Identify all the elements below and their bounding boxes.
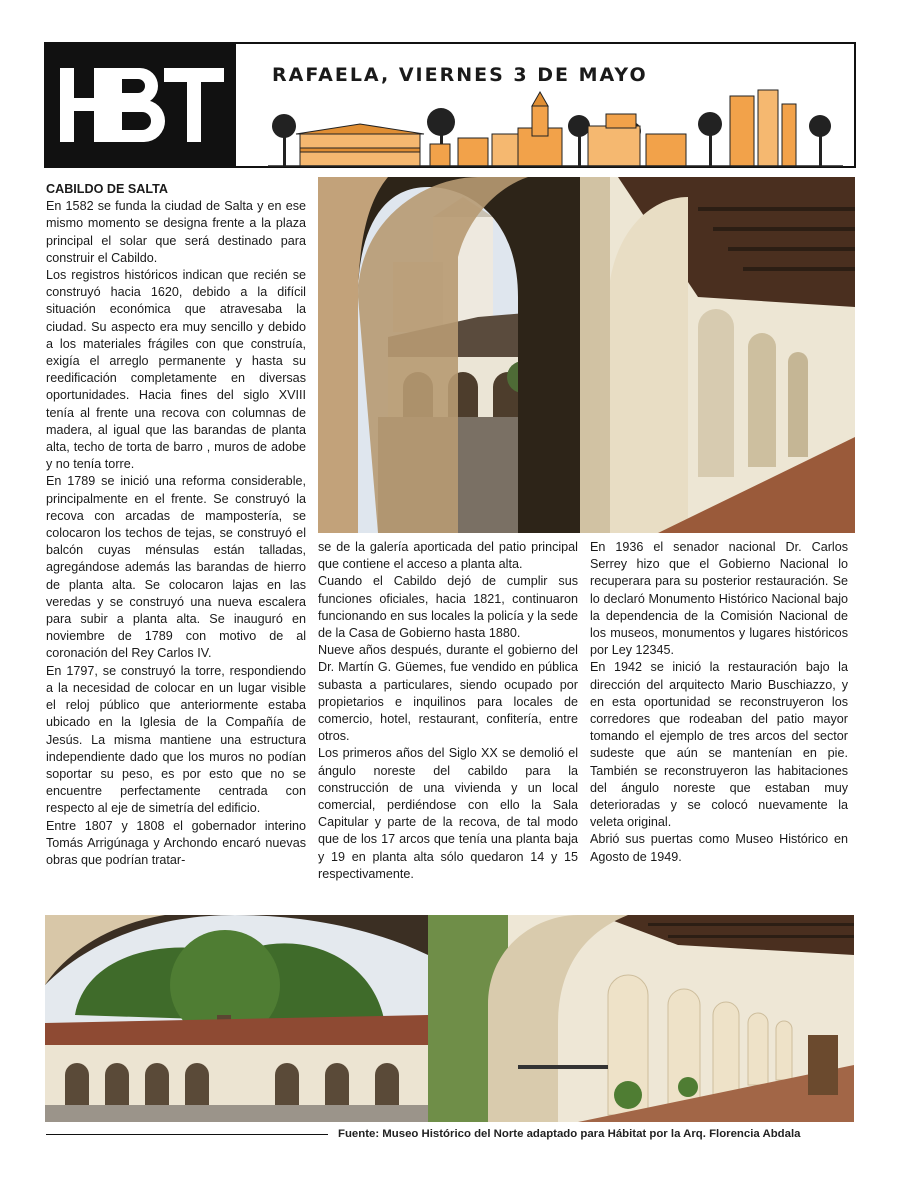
divider bbox=[46, 1134, 328, 1135]
article-column-1 bbox=[46, 181, 306, 869]
paragraph: Nueve años después, durante el gobierno del Dr. Martín G. Güemes, fue vendido en pública subasta a particulares, siendo ocupado por propietarios e inquilinos para locales de comercio, hotel, restaurant, confitería, entre otros. bbox=[318, 643, 578, 744]
issue-date: RAFAELA, VIERNES 3 DE MAYO bbox=[272, 64, 648, 86]
article-title: CABILDO DE SALTA bbox=[46, 182, 168, 196]
article-column-2 bbox=[318, 539, 578, 883]
courtyard-photo bbox=[318, 177, 855, 533]
paragraph: En 1936 el senador nacional Dr. Carlos Serrey hizo que el Gobierno Nacional lo recuperara para su posterior restauración. Se lo declaró Monumento Histórico Nacional bajo la dependencia de la Comisión Nacional de los museos, monumentos y lugares históricos por Ley 12345. bbox=[590, 540, 848, 658]
paragraph: Abrió sus puertas como Museo Histórico en Agosto de 1949. bbox=[590, 832, 848, 864]
paragraph: se de la galería aporticada del patio principal que contiene el acceso a planta alta. bbox=[318, 540, 578, 572]
city-skyline-illustration bbox=[268, 88, 843, 168]
masthead bbox=[44, 42, 856, 168]
patio-tree-photo bbox=[45, 915, 428, 1122]
article-column-3 bbox=[590, 539, 848, 866]
paragraph: Los primeros años del Siglo XX se demolió el ángulo noreste del cabildo para la construcción de una vivienda y un local comercial, perdiéndose con ello la Sala Capitular y parte de la recova, de tal modo que de los 17 arcos que tenía una planta baja y 19 en planta alta sólo quedaron 14 y 15 respectivamente. bbox=[318, 746, 578, 881]
paragraph: En 1789 se inició una reforma considerable, principalmente en el frente. Se construyó la recova con arcadas de mampostería, se colocaron los techos de tejas, se construyó el balcón cuyas ménsulas están talladas, agregándose además las barandas de hierro de planta alta. Se colocaron lajas en las veredas y se construyó una nueva escalera para subir a planta alta. Se inauguró en noviembre de 1789 con motivo de al coronación del Rey Carlos IV. bbox=[46, 474, 306, 661]
source-credit: Fuente: Museo Histórico del Norte adaptado para Hábitat por la Arq. Florencia Abdala bbox=[338, 1128, 801, 1140]
logo bbox=[46, 44, 236, 166]
paragraph: En 1582 se funda la ciudad de Salta y en ese mismo momento se designa frente a la plaza principal el solar que será destinado para construir el Cabildo. bbox=[46, 199, 306, 265]
paragraph: Los registros históricos indican que recién se construyó hacia 1620, debido a la difícil situación económica que atravesaba la ciudad. Su aspecto era muy sencillo y debido a los materiales frágiles con que construía, exigía el arreglo permanente y hasta su reedificación completamente en diversas oportunidades. Hacia fines del siglo XVIII tenía al frente una recova con columnas de madera, al igual que las barandas de planta alta, techo de torta de barro , muros de adobe y no tenía torre. bbox=[46, 268, 306, 472]
corridor-photo bbox=[428, 915, 854, 1122]
paragraph: En 1942 se inició la restauración bajo la dirección del arquitecto Mario Buschiazzo, y en esta oportunidad se reconstruyeron los corredores que rodeaban del patio mayor tomando el ejemplo de tres arcos del sector sudeste que aún se mantenían en pie. También se reconstruyeron las habitaciones del ángulo noreste que estaban muy deterioradas y se colocó nuevamente la veleta original. bbox=[590, 660, 848, 830]
hbt-logo-icon bbox=[56, 64, 226, 146]
paragraph: Cuando el Cabildo dejó de cumplir sus funciones oficiales, hacia 1821, continuaron funcionando en sus locales la policía y la sede de la Casa de Gobierno hasta 1880. bbox=[318, 574, 578, 641]
paragraph: Entre 1807 y 1808 el gobernador interino Tomás Arrigúnaga y Archondo encaró nuevas obras que podrían tratar- bbox=[46, 818, 306, 867]
paragraph: En 1797, se construyó la torre, respondiendo a la necesidad de colocar en un lugar visible el reloj público que anteriormente estaba ubicado en la Iglesia de la Compañía de Jesús. La misma mantiene una estructura independiente dado que los muros no podían soportar su peso, es por esto que no se encuentre perfectamente centrada con respecto al eje de simetría del edificio. bbox=[46, 663, 306, 816]
